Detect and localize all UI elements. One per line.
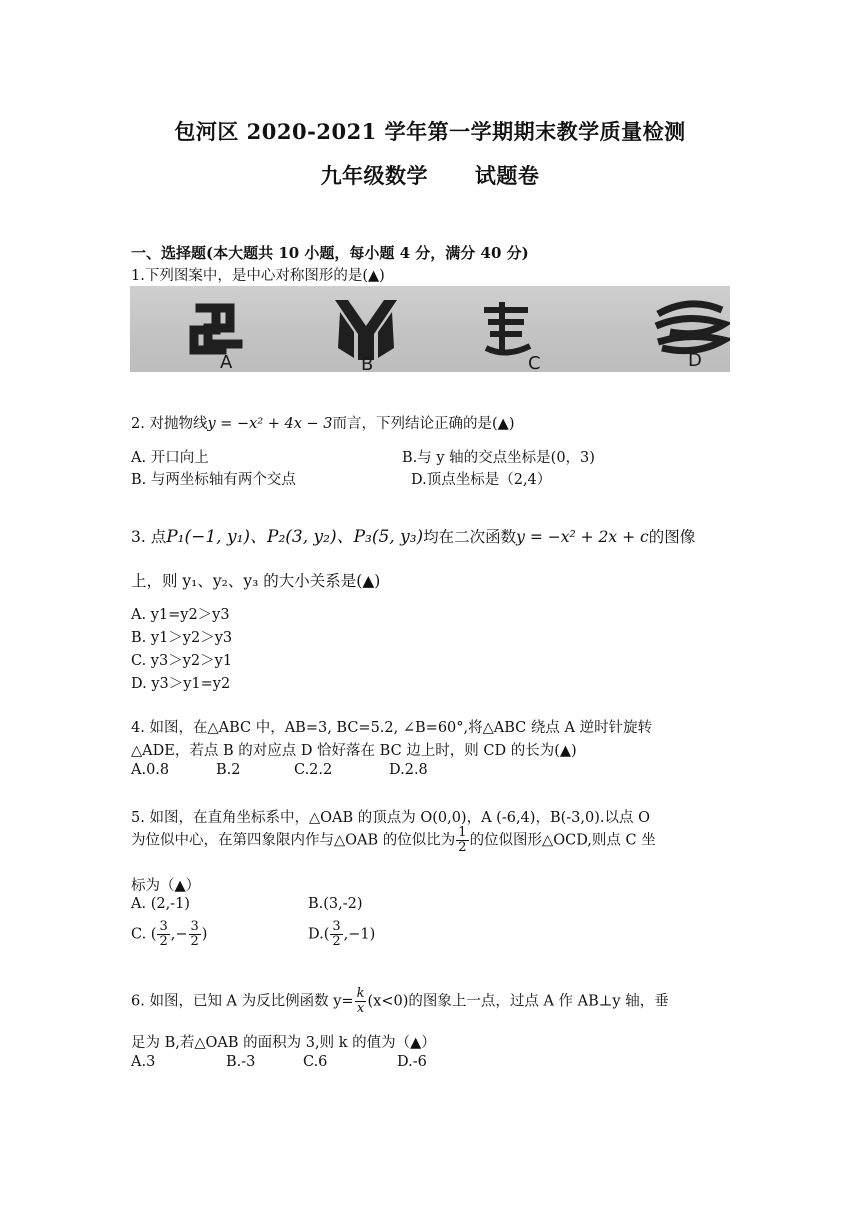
option-d: D.-6 bbox=[397, 1054, 427, 1070]
fraction-denominator: x bbox=[356, 1001, 365, 1016]
fraction-denominator: 2 bbox=[332, 934, 341, 949]
option-a: A.0.8 bbox=[131, 762, 170, 778]
optc-mid: ,− bbox=[170, 926, 188, 943]
q2-prefix: 2. 对抛物线 bbox=[131, 416, 208, 432]
ratio-fraction bbox=[456, 826, 468, 855]
question-2-text bbox=[131, 412, 514, 433]
question-5-line2 bbox=[131, 826, 656, 855]
fraction bbox=[330, 920, 342, 949]
fraction-numerator: 3 bbox=[159, 919, 168, 934]
option-c: B. 与两坐标轴有两个交点 bbox=[131, 472, 296, 488]
fraction-numerator: 1 bbox=[458, 825, 467, 840]
question-1-text: 1.下列图案中，是中心对称图形的是(▲) bbox=[131, 268, 385, 284]
option-label: B bbox=[361, 354, 374, 375]
q6-suffix: (x<0)的图象上一点，过点 A 作 AB⊥y 轴，垂 bbox=[367, 993, 669, 1010]
fraction-denominator: 2 bbox=[190, 934, 199, 949]
option-d: D.2.8 bbox=[389, 762, 428, 778]
q3-formula: y = −x² + 2x + c bbox=[516, 528, 649, 546]
question-4-line1: 4. 如图，在△ABC 中，AB=3, BC=5.2, ∠B=60°,将△ABC 绕点 A 逆时针旋转 bbox=[131, 720, 653, 736]
option-c: C. y3＞y2＞y1 bbox=[131, 653, 233, 669]
option-b: B.(3,-2) bbox=[308, 896, 363, 912]
option-label: A bbox=[220, 352, 233, 373]
option-label: C bbox=[528, 353, 541, 374]
q5-line2-suffix: 的位似图形△OCD,则点 C 坐 bbox=[469, 832, 656, 849]
option-a: A. y1=y2＞y3 bbox=[131, 607, 230, 623]
fraction-denominator: 2 bbox=[458, 840, 467, 855]
question-6-line1 bbox=[131, 987, 669, 1016]
option-d: D.顶点坐标是（2,4） bbox=[411, 472, 552, 488]
question-3-line2: 上，则 y₁、y₂、y₃ 的大小关系是(▲) bbox=[131, 572, 381, 590]
question-5-line3: 标为（▲） bbox=[131, 878, 201, 894]
pattern-c-icon bbox=[484, 302, 530, 353]
q3-prefix: 3. 点 bbox=[131, 528, 167, 546]
section-heading: 一、选择题(本大题共 10 小题，每小题 4 分，满分 40 分) bbox=[131, 244, 529, 262]
fraction bbox=[189, 920, 201, 949]
option-d bbox=[308, 920, 375, 949]
option-a: A.3 bbox=[131, 1054, 156, 1070]
pattern-a-icon bbox=[194, 308, 238, 350]
optc-prefix: C. ( bbox=[131, 926, 157, 943]
q3-points: P₁(−1, y₁)、P₂(3, y₂)、P₃(5, y₃) bbox=[166, 527, 424, 547]
fraction-numerator: 3 bbox=[190, 919, 199, 934]
question-5-line1: 5. 如图，在直角坐标系中，△OAB 的顶点为 O(0,0)，A (-6,4)，B(-3,0).以点 O bbox=[131, 810, 650, 826]
option-b: B.2 bbox=[216, 762, 241, 778]
option-a: A. (2,-1) bbox=[131, 896, 190, 912]
optd-prefix: D.( bbox=[308, 926, 330, 943]
option-c bbox=[131, 920, 207, 949]
option-c: C.2.2 bbox=[294, 762, 333, 778]
option-d: D. y3＞y1=y2 bbox=[131, 676, 231, 692]
option-label: D bbox=[688, 350, 702, 371]
pattern-d-icon bbox=[656, 304, 724, 351]
option-a: A. 开口向上 bbox=[131, 450, 209, 466]
q3-suffix: 的图像 bbox=[648, 528, 696, 546]
k-over-x-fraction bbox=[355, 987, 367, 1016]
question-3-line1 bbox=[131, 522, 695, 547]
fraction-numerator: k bbox=[356, 986, 365, 1001]
q5-line2-prefix: 为位似中心，在第四象限内作与△OAB 的位似比为 bbox=[131, 832, 456, 849]
optc-suffix: ) bbox=[201, 926, 208, 943]
fraction bbox=[157, 920, 169, 949]
fraction-denominator: 2 bbox=[159, 934, 168, 949]
question-6-line2: 足为 B,若△OAB 的面积为 3,则 k 的值为（▲） bbox=[131, 1035, 436, 1051]
exam-subtitle: 九年级数学 试题卷 bbox=[320, 163, 540, 188]
question-4-line2: △ADE，若点 B 的对应点 D 恰好落在 BC 边上时，则 CD 的长为(▲) bbox=[131, 743, 577, 759]
q2-formula: y = −x² + 4x − 3 bbox=[207, 416, 333, 432]
optd-suffix: ,−1) bbox=[343, 926, 376, 943]
q2-suffix: 而言，下列结论正确的是(▲) bbox=[332, 416, 515, 432]
option-b: B. y1＞y2＞y3 bbox=[131, 630, 233, 646]
option-c: C.6 bbox=[303, 1054, 328, 1070]
exam-title: 包河区 2020-2021 学年第一学期期末教学质量检测 bbox=[174, 119, 686, 144]
fraction-numerator: 3 bbox=[332, 919, 341, 934]
pattern-b-icon bbox=[335, 300, 397, 360]
option-b: B.与 y 轴的交点坐标是(0，3) bbox=[402, 450, 595, 466]
question-1-figure bbox=[130, 286, 730, 375]
q3-middle: 均在二次函数 bbox=[423, 528, 517, 546]
option-b: B.-3 bbox=[226, 1054, 256, 1070]
q6-prefix: 6. 如图，已知 A 为反比例函数 y= bbox=[131, 993, 354, 1010]
